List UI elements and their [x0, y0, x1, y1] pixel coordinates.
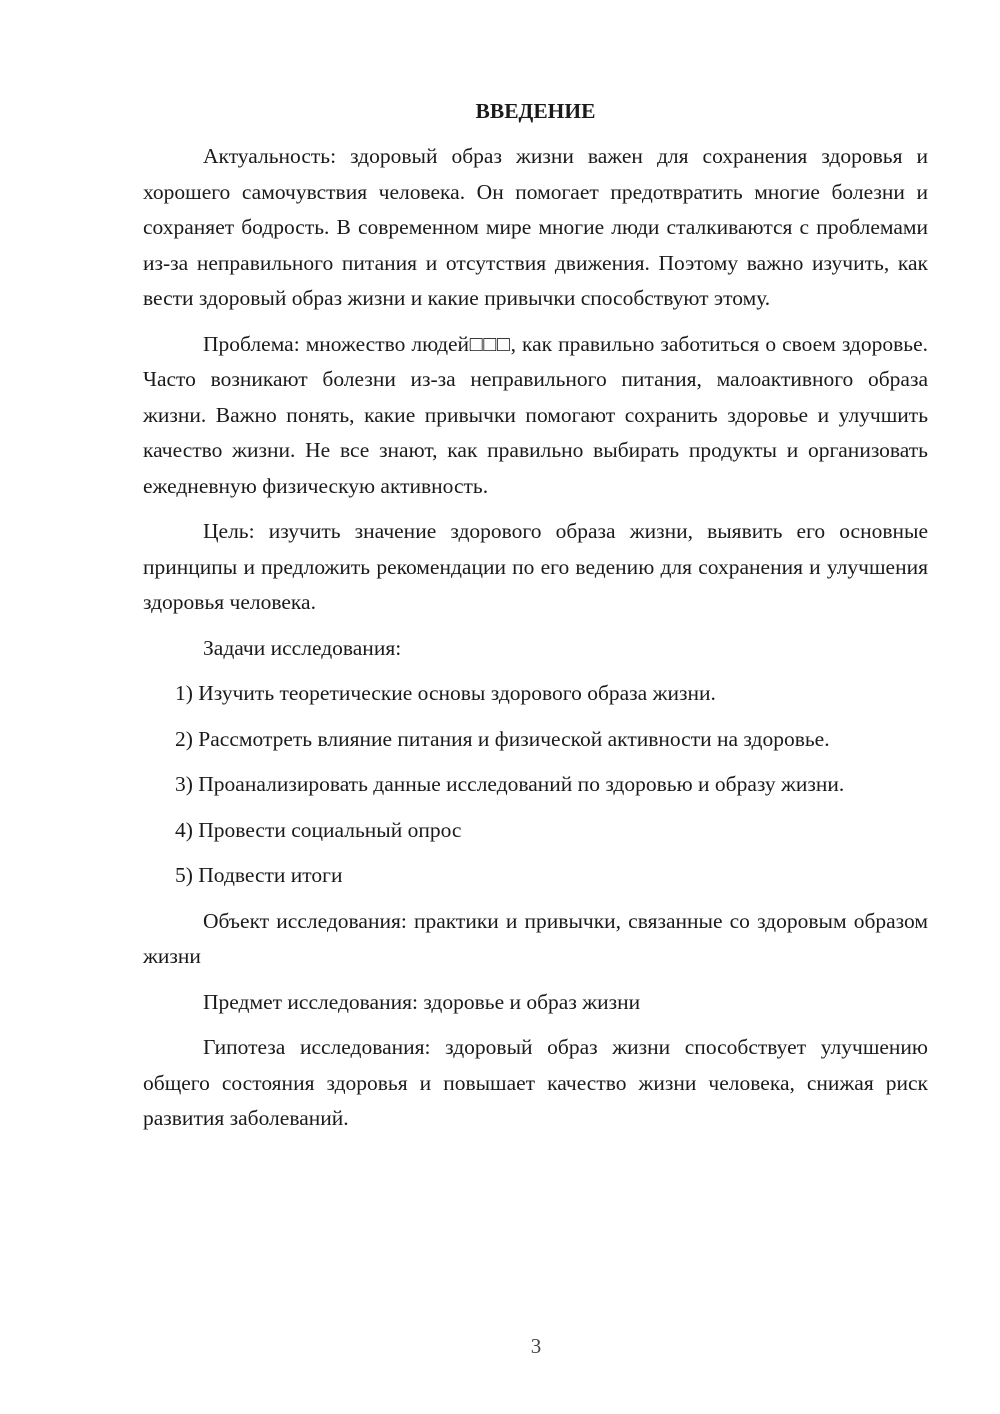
- paragraph-subject: Предмет исследования: здоровье и образ жизни: [203, 989, 641, 1014]
- paragraph-tasks-heading: Задачи исследования:: [203, 635, 402, 660]
- paragraph-hypothesis: Гипотеза исследования: здоровый образ жизни способствует улучшению общего состояния здоровья и повышает качество жизни человека, снижая риск развития заболеваний.: [143, 1035, 928, 1130]
- page-number: 3: [530, 1334, 542, 1358]
- paragraph-goal: Цель: изучить значение здорового образа жизни, выявить его основные принципы и предложить рекомендации по его ведению для сохранения и улучшения здоровья человека.: [143, 519, 928, 614]
- paragraph-object: Объект исследования: практики и привычки, связанные со здоровым образом жизни: [143, 908, 928, 968]
- page-content: [143, 94, 928, 1137]
- paragraph-relevance: Актуальность: здоровый образ жизни важен для сохранения здоровья и хорошего самочувствия человека. Он помогает предотвратить многие болезни и сохраняет бодрость. В современном мире многие люди сталкиваются с проблемами из-за неправильного питания и отсутствия движения. Поэтому важно изучить, как вести здоровый образ жизни и какие привычки способствуют этому.: [143, 144, 928, 310]
- task-item-3: 3) Проанализировать данные исследований по здоровью и образу жизни.: [175, 772, 845, 796]
- task-item-5: 5) Подвести итоги: [175, 863, 343, 887]
- paragraph-problem: Проблема: множество людей□□□, как правильно заботиться о своем здоровье. Часто возникают болезни из-за неправильного питания, малоактивного образа жизни. Важно понять, какие привычки помогают сохранить здоровье и улучшить качество жизни. Не все знают, как правильно выбирать продукты и организовать ежедневную физическую активность.: [143, 331, 928, 498]
- task-item-1: 1) Изучить теоретические основы здорового образа жизни.: [175, 681, 716, 705]
- section-title: ВВЕДЕНИЕ: [475, 99, 596, 123]
- task-item-2: 2) Рассмотреть влияние питания и физической активности на здоровье.: [175, 726, 830, 751]
- task-item-4: 4) Провести социальный опрос: [175, 817, 462, 842]
